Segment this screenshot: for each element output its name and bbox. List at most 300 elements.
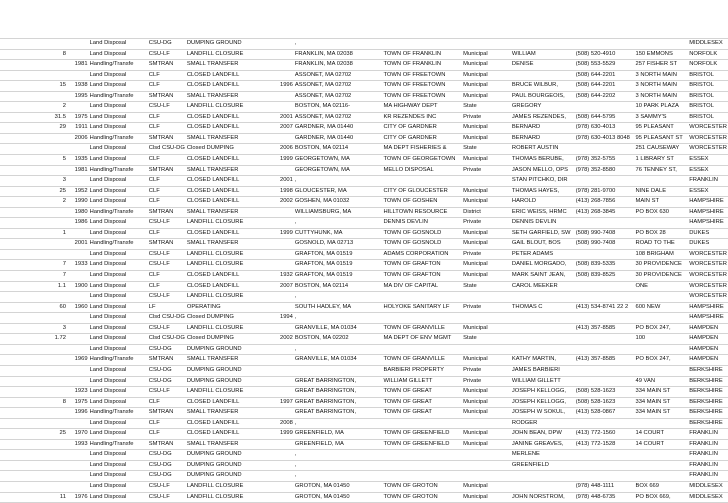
- table-cell[interactable]: Land Disposal: [89, 39, 148, 50]
- table-cell[interactable]: TOWN OF GREAT: [382, 387, 462, 398]
- table-cell[interactable]: [575, 292, 635, 303]
- table-cell[interactable]: (413) 357-8585: [575, 355, 635, 366]
- table-cell[interactable]: [462, 471, 511, 482]
- table-cell[interactable]: ,: [294, 176, 383, 187]
- table-cell[interactable]: [0, 450, 67, 461]
- table-cell[interactable]: NORFOLK: [688, 60, 728, 71]
- table-cell[interactable]: CLOSED LANDFILL: [186, 271, 274, 282]
- table-cell[interactable]: BRISTOL: [688, 112, 728, 123]
- table-cell[interactable]: 1935: [67, 155, 89, 166]
- table-cell[interactable]: CLOSED LANDFILL: [186, 197, 274, 208]
- table-cell[interactable]: Land Disposal: [89, 387, 148, 398]
- table-cell[interactable]: SMALL TRANSFER: [186, 133, 274, 144]
- table-cell[interactable]: (413) 268-7856: [575, 197, 635, 208]
- table-cell[interactable]: 1952: [67, 186, 89, 197]
- table-cell[interactable]: 251 CAUSEWAY: [634, 144, 688, 155]
- table-cell[interactable]: [67, 376, 89, 387]
- table-cell[interactable]: 108 BRIGHAM: [634, 249, 688, 260]
- table-cell[interactable]: District: [462, 207, 511, 218]
- table-cell[interactable]: 334 MAIN ST: [634, 397, 688, 408]
- table-cell[interactable]: Land Disposal: [89, 429, 148, 440]
- table-cell[interactable]: DUMPING GROUND: [186, 460, 274, 471]
- table-cell[interactable]: Land Disposal: [89, 123, 148, 134]
- table-cell[interactable]: 1998: [274, 186, 294, 197]
- table-cell[interactable]: SMALL TRANSFER: [186, 355, 274, 366]
- table-cell[interactable]: MA HIGHWAY DEPT: [382, 102, 462, 113]
- table-cell[interactable]: [274, 49, 294, 60]
- table-cell[interactable]: (978) 448-1111: [575, 481, 635, 492]
- table-cell[interactable]: [274, 249, 294, 260]
- table-cell[interactable]: [0, 387, 67, 398]
- table-cell[interactable]: 334 MAIN ST: [634, 387, 688, 398]
- table-cell[interactable]: 1960: [67, 302, 89, 313]
- table-cell[interactable]: THOMAS HAYES,: [511, 186, 575, 197]
- table-cell[interactable]: Municipal: [462, 355, 511, 366]
- table-cell[interactable]: PETER ADAMS: [511, 249, 575, 260]
- table-cell[interactable]: MA DEPT OF ENV MGMT: [382, 334, 462, 345]
- table-cell[interactable]: CSU-DG: [148, 39, 186, 50]
- table-cell[interactable]: 2: [0, 197, 67, 208]
- table-cell[interactable]: WILLIAMSBURG, MA: [294, 207, 383, 218]
- table-cell[interactable]: TOWN OF GREAT: [382, 408, 462, 419]
- table-cell[interactable]: ,: [294, 39, 383, 50]
- table-cell[interactable]: PO BOX 28: [634, 228, 688, 239]
- table-cell[interactable]: GLOUCESTER, MA: [294, 186, 383, 197]
- table-cell[interactable]: MARK SAINT JEAN,: [511, 271, 575, 282]
- table-cell[interactable]: SOUTH HADLEY, MA: [294, 302, 383, 313]
- table-cell[interactable]: [0, 365, 67, 376]
- table-cell[interactable]: SMALL TRANSFER: [186, 408, 274, 419]
- table-cell[interactable]: 1.1: [0, 281, 67, 292]
- table-cell[interactable]: MELLO DISPOSAL: [382, 165, 462, 176]
- table-cell[interactable]: CITY OF GARDNER: [382, 123, 462, 134]
- table-cell[interactable]: [575, 460, 635, 471]
- table-cell[interactable]: LANDFILL CLOSURE: [186, 49, 274, 60]
- table-cell[interactable]: 2001: [67, 239, 89, 250]
- table-cell[interactable]: [575, 281, 635, 292]
- table-cell[interactable]: [462, 344, 511, 355]
- table-cell[interactable]: 11: [0, 492, 67, 503]
- table-cell[interactable]: ,: [294, 292, 383, 303]
- table-cell[interactable]: CLOSED LANDFILL: [186, 123, 274, 134]
- table-cell[interactable]: Land Disposal: [89, 460, 148, 471]
- table-cell[interactable]: [634, 460, 688, 471]
- table-cell[interactable]: CSU-LF: [148, 292, 186, 303]
- table-cell[interactable]: 2001: [274, 176, 294, 187]
- table-cell[interactable]: 1986: [67, 218, 89, 229]
- table-cell[interactable]: 7: [0, 260, 67, 271]
- table-cell[interactable]: [511, 70, 575, 81]
- table-cell[interactable]: GREENFIELD, MA: [294, 429, 383, 440]
- table-cell[interactable]: 1999: [274, 228, 294, 239]
- table-cell[interactable]: (508) 990-7408: [575, 228, 635, 239]
- table-cell[interactable]: [0, 144, 67, 155]
- table-cell[interactable]: TOWN OF GREENFIELD: [382, 439, 462, 450]
- table-cell[interactable]: Land Disposal: [89, 376, 148, 387]
- table-cell[interactable]: Handling/Transfe: [89, 439, 148, 450]
- table-cell[interactable]: Handling/Transfe: [89, 408, 148, 419]
- table-cell[interactable]: HAMPDEN: [688, 334, 728, 345]
- table-cell[interactable]: WORCESTER: [688, 281, 728, 292]
- table-cell[interactable]: [0, 133, 67, 144]
- table-cell[interactable]: TOWN OF FREETOWN: [382, 91, 462, 102]
- table-cell[interactable]: [0, 481, 67, 492]
- table-cell[interactable]: [0, 344, 67, 355]
- table-cell[interactable]: [634, 313, 688, 324]
- table-cell[interactable]: GOSNOLD, MA 02713: [294, 239, 383, 250]
- table-cell[interactable]: SMALL TRANSFER: [186, 91, 274, 102]
- table-cell[interactable]: [274, 239, 294, 250]
- table-cell[interactable]: CSU-DG: [148, 450, 186, 461]
- table-cell[interactable]: Handling/Transfe: [89, 91, 148, 102]
- table-cell[interactable]: HOLYOKE SANITARY LF: [382, 302, 462, 313]
- table-cell[interactable]: BERKSHIRE: [688, 376, 728, 387]
- table-cell[interactable]: State: [462, 281, 511, 292]
- table-cell[interactable]: [0, 460, 67, 471]
- table-cell[interactable]: (508) 520-4910: [575, 49, 635, 60]
- table-cell[interactable]: KR REZENDES INC: [382, 112, 462, 123]
- table-cell[interactable]: BERKSHIRE: [688, 397, 728, 408]
- table-cell[interactable]: DUKES: [688, 239, 728, 250]
- table-cell[interactable]: GAIL BLOUT, BOS: [511, 239, 575, 250]
- table-cell[interactable]: GROTON, MA 01450: [294, 481, 383, 492]
- table-cell[interactable]: CLOSED LANDFILL: [186, 397, 274, 408]
- table-cell[interactable]: JOSEPH W SOKUL,: [511, 408, 575, 419]
- table-cell[interactable]: [67, 334, 89, 345]
- table-cell[interactable]: [382, 292, 462, 303]
- table-cell[interactable]: 76 TENNEY ST,: [634, 165, 688, 176]
- table-cell[interactable]: Land Disposal: [89, 155, 148, 166]
- table-cell[interactable]: [382, 344, 462, 355]
- table-cell[interactable]: BRISTOL: [688, 81, 728, 92]
- table-cell[interactable]: ERIC WEISS, HRMC: [511, 207, 575, 218]
- table-cell[interactable]: BOSTON, MA 02202: [294, 334, 383, 345]
- table-cell[interactable]: Land Disposal: [89, 218, 148, 229]
- table-cell[interactable]: WILLIAM: [511, 49, 575, 60]
- table-cell[interactable]: State: [462, 334, 511, 345]
- table-cell[interactable]: BRISTOL: [688, 91, 728, 102]
- table-cell[interactable]: Handling/Transfe: [89, 239, 148, 250]
- table-cell[interactable]: [575, 450, 635, 461]
- table-cell[interactable]: TOWN OF GROTON: [382, 481, 462, 492]
- table-cell[interactable]: [462, 418, 511, 429]
- table-cell[interactable]: CLOSED LANDFILL: [186, 176, 274, 187]
- table-cell[interactable]: HAROLD: [511, 197, 575, 208]
- table-cell[interactable]: Municipal: [462, 155, 511, 166]
- table-cell[interactable]: Land Disposal: [89, 271, 148, 282]
- table-cell[interactable]: CLOSED LANDFILL: [186, 81, 274, 92]
- table-cell[interactable]: 3 SAMMY'S: [634, 112, 688, 123]
- table-cell[interactable]: [274, 408, 294, 419]
- table-cell[interactable]: CSU-LF: [148, 481, 186, 492]
- table-cell[interactable]: ADAMS CORPORATION: [382, 249, 462, 260]
- table-cell[interactable]: BERNARD: [511, 123, 575, 134]
- table-cell[interactable]: JASON MELLO, OPS: [511, 165, 575, 176]
- table-cell[interactable]: TOWN OF FREETOWN: [382, 70, 462, 81]
- table-cell[interactable]: Municipal: [462, 439, 511, 450]
- table-cell[interactable]: 1990: [67, 197, 89, 208]
- table-cell[interactable]: [382, 460, 462, 471]
- table-cell[interactable]: LANDFILL CLOSURE: [186, 260, 274, 271]
- table-cell[interactable]: GRAFTON, MA 01519: [294, 271, 383, 282]
- table-cell[interactable]: [67, 271, 89, 282]
- table-cell[interactable]: Municipal: [462, 408, 511, 419]
- table-cell[interactable]: ASSONET, MA 02702: [294, 112, 383, 123]
- table-cell[interactable]: [634, 218, 688, 229]
- table-cell[interactable]: HAMPSHIRE: [688, 218, 728, 229]
- table-cell[interactable]: Municipal: [462, 323, 511, 334]
- table-cell[interactable]: DUMPING GROUND: [186, 39, 274, 50]
- table-cell[interactable]: WORCESTER: [688, 133, 728, 144]
- table-cell[interactable]: [634, 418, 688, 429]
- table-cell[interactable]: (413) 772-1560: [575, 429, 635, 440]
- table-cell[interactable]: 29: [0, 123, 67, 134]
- table-cell[interactable]: 31.5: [0, 112, 67, 123]
- table-cell[interactable]: [67, 144, 89, 155]
- table-cell[interactable]: CLOSED LANDFILL: [186, 281, 274, 292]
- table-cell[interactable]: Land Disposal: [89, 102, 148, 113]
- table-cell[interactable]: [274, 344, 294, 355]
- table-cell[interactable]: 30 PROVIDENCE: [634, 260, 688, 271]
- table-cell[interactable]: JAMES REZENDES,: [511, 112, 575, 123]
- table-cell[interactable]: DENNIS DEVLIN: [382, 218, 462, 229]
- table-cell[interactable]: Land Disposal: [89, 323, 148, 334]
- table-cell[interactable]: DENISE: [511, 60, 575, 71]
- table-cell[interactable]: Municipal: [462, 271, 511, 282]
- table-cell[interactable]: [0, 376, 67, 387]
- table-cell[interactable]: 14 COURT: [634, 429, 688, 440]
- table-cell[interactable]: HILLTOWN RESOURCE: [382, 207, 462, 218]
- table-cell[interactable]: Clsd CSU-DG: [148, 313, 186, 324]
- table-cell[interactable]: Land Disposal: [89, 197, 148, 208]
- table-cell[interactable]: 5: [0, 155, 67, 166]
- table-cell[interactable]: LANDFILL CLOSURE: [186, 387, 274, 398]
- table-cell[interactable]: CLF: [148, 112, 186, 123]
- table-cell[interactable]: Municipal: [462, 123, 511, 134]
- table-cell[interactable]: [462, 313, 511, 324]
- table-cell[interactable]: (413) 772-1528: [575, 439, 635, 450]
- table-cell[interactable]: PO BOX 630: [634, 207, 688, 218]
- table-cell[interactable]: GRANVILLE, MA 01034: [294, 355, 383, 366]
- table-cell[interactable]: GRANVILLE, MA 01034: [294, 323, 383, 334]
- table-cell[interactable]: 1900: [67, 281, 89, 292]
- table-cell[interactable]: Municipal: [462, 387, 511, 398]
- table-cell[interactable]: ROAD TO THE: [634, 239, 688, 250]
- table-cell[interactable]: Municipal: [462, 133, 511, 144]
- table-cell[interactable]: HAMPDEN: [688, 323, 728, 334]
- table-cell[interactable]: [67, 49, 89, 60]
- table-cell[interactable]: [511, 344, 575, 355]
- table-cell[interactable]: 600 NEW: [634, 302, 688, 313]
- table-cell[interactable]: 1993: [67, 439, 89, 450]
- table-cell[interactable]: [511, 471, 575, 482]
- table-cell[interactable]: LANDFILL CLOSURE: [186, 102, 274, 113]
- table-cell[interactable]: 334 MAIN ST: [634, 408, 688, 419]
- table-cell[interactable]: [274, 460, 294, 471]
- table-cell[interactable]: Municipal: [462, 492, 511, 503]
- table-cell[interactable]: CITY OF GARDNER: [382, 133, 462, 144]
- table-cell[interactable]: [0, 91, 67, 102]
- table-cell[interactable]: TOWN OF FRANKLIN: [382, 49, 462, 60]
- table-cell[interactable]: CAROL MEEKER: [511, 281, 575, 292]
- table-cell[interactable]: LANDFILL CLOSURE: [186, 481, 274, 492]
- table-cell[interactable]: Municipal: [462, 228, 511, 239]
- table-cell[interactable]: [575, 313, 635, 324]
- table-cell[interactable]: FRANKLIN: [688, 460, 728, 471]
- table-cell[interactable]: WORCESTER: [688, 123, 728, 134]
- table-cell[interactable]: Land Disposal: [89, 365, 148, 376]
- table-cell[interactable]: BRISTOL: [688, 70, 728, 81]
- table-cell[interactable]: Land Disposal: [89, 186, 148, 197]
- table-cell[interactable]: (978) 352-8580: [575, 165, 635, 176]
- table-cell[interactable]: 2001: [274, 112, 294, 123]
- table-cell[interactable]: PO BOX 247,: [634, 355, 688, 366]
- table-cell[interactable]: Municipal: [462, 60, 511, 71]
- table-cell[interactable]: [67, 418, 89, 429]
- table-cell[interactable]: PO BOX 247,: [634, 323, 688, 334]
- table-cell[interactable]: [575, 249, 635, 260]
- table-cell[interactable]: CLF: [148, 197, 186, 208]
- table-cell[interactable]: CLOSED LANDFILL: [186, 155, 274, 166]
- table-cell[interactable]: LF: [148, 302, 186, 313]
- table-cell[interactable]: GARDNER, MA 01440: [294, 123, 383, 134]
- table-cell[interactable]: [274, 471, 294, 482]
- table-cell[interactable]: CSU-LF: [148, 387, 186, 398]
- table-cell[interactable]: CLF: [148, 70, 186, 81]
- table-cell[interactable]: MERLENE: [511, 450, 575, 461]
- table-cell[interactable]: (978) 630-4013 8048: [575, 133, 635, 144]
- table-cell[interactable]: 3 NORTH MAIN: [634, 91, 688, 102]
- table-cell[interactable]: DUMPING GROUND: [186, 450, 274, 461]
- table-cell[interactable]: HAMPSHIRE: [688, 302, 728, 313]
- table-cell[interactable]: [274, 387, 294, 398]
- table-cell[interactable]: Handling/Transfe: [89, 60, 148, 71]
- table-cell[interactable]: 2007: [274, 281, 294, 292]
- table-cell[interactable]: [67, 228, 89, 239]
- table-cell[interactable]: Land Disposal: [89, 292, 148, 303]
- table-cell[interactable]: Private: [462, 112, 511, 123]
- table-cell[interactable]: CLOSED LANDFILL: [186, 418, 274, 429]
- table-cell[interactable]: Land Disposal: [89, 397, 148, 408]
- table-cell[interactable]: Land Disposal: [89, 249, 148, 260]
- table-cell[interactable]: 1980: [67, 207, 89, 218]
- table-cell[interactable]: JOSEPH KELLOGG,: [511, 387, 575, 398]
- table-cell[interactable]: FRANKLIN: [688, 429, 728, 440]
- table-cell[interactable]: GOSHEN, MA 01032: [294, 197, 383, 208]
- table-cell[interactable]: 2007: [274, 123, 294, 134]
- table-cell[interactable]: LANDFILL CLOSURE: [186, 292, 274, 303]
- table-cell[interactable]: BRISTOL: [688, 102, 728, 113]
- table-cell[interactable]: [575, 39, 635, 50]
- table-cell[interactable]: [274, 39, 294, 50]
- table-cell[interactable]: (413) 528-0867: [575, 408, 635, 419]
- table-cell[interactable]: Private: [462, 165, 511, 176]
- table-cell[interactable]: 1997: [274, 397, 294, 408]
- table-cell[interactable]: 1995: [67, 91, 89, 102]
- table-cell[interactable]: (978) 281-9700: [575, 186, 635, 197]
- table-cell[interactable]: [575, 102, 635, 113]
- table-cell[interactable]: Municipal: [462, 186, 511, 197]
- table-cell[interactable]: 1933: [67, 260, 89, 271]
- table-cell[interactable]: GROTON, MA 01450: [294, 492, 383, 503]
- table-cell[interactable]: [274, 70, 294, 81]
- table-cell[interactable]: Closed DUMPING: [186, 313, 274, 324]
- table-cell[interactable]: WORCESTER: [688, 260, 728, 271]
- table-cell[interactable]: [67, 292, 89, 303]
- table-cell[interactable]: DUMPING GROUND: [186, 344, 274, 355]
- table-cell[interactable]: DUMPING GROUND: [186, 471, 274, 482]
- table-cell[interactable]: Land Disposal: [89, 450, 148, 461]
- table-cell[interactable]: TOWN OF GOSHEN: [382, 197, 462, 208]
- table-cell[interactable]: MA DEPT FISHERIES &: [382, 144, 462, 155]
- table-cell[interactable]: [511, 334, 575, 345]
- table-cell[interactable]: Municipal: [462, 239, 511, 250]
- table-cell[interactable]: BERKSHIRE: [688, 387, 728, 398]
- table-cell[interactable]: [294, 365, 383, 376]
- table-cell[interactable]: Land Disposal: [89, 81, 148, 92]
- table-cell[interactable]: DUMPING GROUND: [186, 376, 274, 387]
- table-cell[interactable]: DUKES: [688, 228, 728, 239]
- table-cell[interactable]: CSU-DG: [148, 365, 186, 376]
- table-cell[interactable]: CSU-LF: [148, 260, 186, 271]
- table-cell[interactable]: WORCESTER: [688, 144, 728, 155]
- table-cell[interactable]: BERKSHIRE: [688, 365, 728, 376]
- table-cell[interactable]: Land Disposal: [89, 492, 148, 503]
- table-cell[interactable]: Closed DUMPING: [186, 334, 274, 345]
- table-cell[interactable]: [274, 376, 294, 387]
- table-cell[interactable]: HAMPDEN: [688, 344, 728, 355]
- table-cell[interactable]: (413) 268-3845: [575, 207, 635, 218]
- table-cell[interactable]: 1969: [67, 355, 89, 366]
- table-cell[interactable]: [274, 355, 294, 366]
- table-cell[interactable]: (508) 644-2201: [575, 70, 635, 81]
- table-cell[interactable]: CLOSED LANDFILL: [186, 112, 274, 123]
- table-cell[interactable]: 2006: [274, 144, 294, 155]
- table-cell[interactable]: ASSONET, MA 02702: [294, 70, 383, 81]
- table-cell[interactable]: 2: [0, 102, 67, 113]
- table-cell[interactable]: BERKSHIRE: [688, 408, 728, 419]
- table-cell[interactable]: HAMPSHIRE: [688, 207, 728, 218]
- table-cell[interactable]: 2002: [274, 334, 294, 345]
- table-cell[interactable]: 14 COURT: [634, 439, 688, 450]
- table-cell[interactable]: ,: [294, 460, 383, 471]
- table-cell[interactable]: WORCESTER: [688, 271, 728, 282]
- table-cell[interactable]: 2006: [67, 133, 89, 144]
- table-cell[interactable]: [67, 313, 89, 324]
- table-cell[interactable]: [0, 249, 67, 260]
- table-cell[interactable]: [67, 365, 89, 376]
- table-cell[interactable]: [0, 207, 67, 218]
- table-cell[interactable]: GRAFTON, MA 01519: [294, 260, 383, 271]
- table-cell[interactable]: SMTRAN: [148, 60, 186, 71]
- table-cell[interactable]: [0, 39, 67, 50]
- table-cell[interactable]: 8: [0, 49, 67, 60]
- table-cell[interactable]: RODGER: [511, 418, 575, 429]
- table-cell[interactable]: [274, 133, 294, 144]
- table-cell[interactable]: 1.72: [0, 334, 67, 345]
- table-cell[interactable]: BARBIERI PROPERTY: [382, 365, 462, 376]
- table-cell[interactable]: Handling/Transfe: [89, 133, 148, 144]
- table-cell[interactable]: 1994: [274, 313, 294, 324]
- table-cell[interactable]: ASSONET, MA 02702: [294, 81, 383, 92]
- table-cell[interactable]: [0, 408, 67, 419]
- table-cell[interactable]: Land Disposal: [89, 334, 148, 345]
- table-cell[interactable]: MIDDLESEX: [688, 492, 728, 503]
- table-cell[interactable]: FRANKLIN, MA 02038: [294, 60, 383, 71]
- table-cell[interactable]: BERNARD: [511, 133, 575, 144]
- table-cell[interactable]: Land Disposal: [89, 49, 148, 60]
- table-cell[interactable]: Clsd CSU-DG: [148, 334, 186, 345]
